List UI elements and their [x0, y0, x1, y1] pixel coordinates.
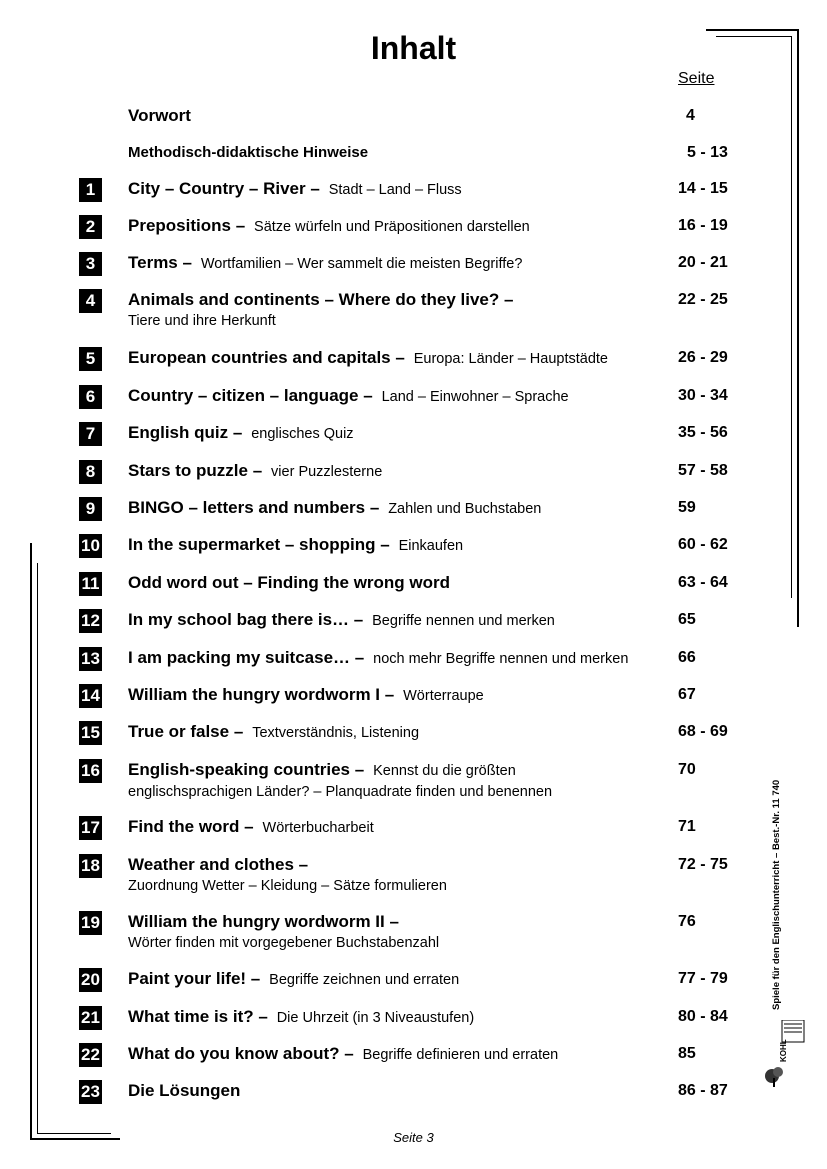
chapter-number-badge: 12	[79, 609, 102, 633]
chapter-number-badge: 7	[79, 422, 102, 446]
frame-right-outer	[797, 29, 799, 627]
entry-subtitle: Begriffe nennen und merken	[372, 613, 555, 629]
chapter-number-badge: 4	[79, 289, 102, 313]
entry-subtitle: englisches Quiz	[251, 426, 354, 442]
entry-pages: 63 - 64	[678, 574, 728, 591]
chapter-number-badge: 19	[79, 911, 102, 935]
entry-pages: 68 - 69	[678, 723, 728, 740]
entry-dash: –	[350, 760, 365, 779]
entry-title: Country – citizen – language	[128, 386, 359, 405]
entry-title: What time is it?	[128, 1007, 254, 1026]
entry-pages: 26 - 29	[678, 349, 728, 366]
entry-title: English quiz	[128, 423, 229, 442]
side-publication-info: Spiele für den Englischunterricht – Best.-Nr. 11 740	[771, 779, 782, 1010]
chapter-number-badge: 17	[79, 816, 102, 840]
chapter-number-badge: 5	[79, 347, 102, 371]
entry-dash: –	[247, 461, 263, 480]
entry-pages: 70	[678, 761, 696, 778]
entry-pages: 66	[678, 649, 696, 666]
entry-dash: –	[293, 855, 309, 874]
chapter-number-badge: 1	[79, 178, 102, 202]
chapter-number-badge: 8	[79, 460, 102, 484]
entry-subtitle: Wörterbucharbeit	[262, 820, 374, 836]
entry-pages: 85	[678, 1045, 696, 1062]
frame-left-inner	[37, 563, 38, 1134]
entry-dash: –	[229, 722, 244, 741]
chapter-number-badge: 6	[79, 385, 102, 409]
entry-title: I am packing my suitcase…	[128, 648, 351, 667]
entry-pages: 60 - 62	[678, 536, 728, 553]
entry-title: True or false	[128, 722, 230, 741]
entry-pages: 35 - 56	[678, 424, 728, 441]
entry-pages: 4	[686, 107, 695, 124]
entry-subtitle: Wortfamilien – Wer sammelt die meisten Begriffe?	[200, 256, 523, 272]
chapter-number-badge: 14	[79, 684, 102, 708]
entry-title: City – Country – River	[128, 179, 306, 198]
entry-pages: 59	[678, 499, 696, 516]
entry-title: In my school bag there is…	[128, 610, 350, 629]
entry-dash: –	[358, 386, 373, 405]
publisher-logo	[764, 1020, 806, 1088]
entry-pages: 22 - 25	[678, 291, 728, 308]
chapter-number-badge: 20	[79, 968, 102, 992]
entry-dash: –	[380, 685, 395, 704]
entry-dash: –	[499, 290, 514, 309]
page-column-header: Seite	[678, 70, 715, 87]
entry-subtitle-line2: englischsprachigen Länder? – Planquadrate finden und benennen	[128, 784, 553, 800]
entry-subtitle: vier Puzzlesterne	[271, 464, 383, 480]
entry-dash: –	[230, 216, 246, 235]
entry-subtitle: Begriffe zeichnen und erraten	[269, 972, 460, 988]
entry-dash: –	[350, 648, 365, 667]
entry-pages: 72 - 75	[678, 856, 728, 873]
entry-pages: 65	[678, 611, 696, 628]
chapter-number-badge: 2	[79, 215, 102, 239]
entry-subtitle: Einkaufen	[398, 538, 464, 554]
entry-title: William the hungry wordworm I	[128, 685, 381, 704]
entry-subtitle: Kennst du die größten	[373, 763, 516, 779]
entry-title: William the hungry wordworm II	[128, 912, 385, 931]
page-title: Inhalt	[370, 30, 457, 66]
logo-text: KOHL	[779, 1039, 788, 1062]
entry-pages: 67	[678, 686, 696, 703]
entry-pages: 30 - 34	[678, 387, 728, 404]
chapter-number-badge: 16	[79, 759, 102, 783]
entry-title: Stars to puzzle	[128, 461, 248, 480]
entry-subtitle: Begriffe definieren und erraten	[362, 1047, 559, 1063]
chapter-number-badge: 22	[79, 1043, 102, 1067]
entry-dash: –	[384, 912, 399, 931]
entry-dash: –	[339, 1044, 354, 1063]
chapter-number-badge: 13	[79, 647, 102, 671]
entry-subtitle-line2: Zuordnung Wetter – Kleidung – Sätze formulieren	[128, 878, 447, 894]
entry-title: Find the word	[128, 817, 240, 836]
chapter-number-badge: 15	[79, 721, 102, 745]
entry-pages: 57 - 58	[678, 462, 728, 479]
entry-dash: –	[246, 969, 261, 988]
entry-subtitle: Die Uhrzeit (in 3 Niveaustufen)	[276, 1010, 475, 1026]
entry-title: European countries and capitals	[128, 348, 391, 367]
chapter-number-badge: 10	[79, 534, 102, 558]
chapter-number-badge: 21	[79, 1006, 102, 1030]
entry-pages: 76	[678, 913, 696, 930]
chapter-number-badge: 3	[79, 252, 102, 276]
entry-pages: 20 - 21	[678, 254, 728, 271]
entry-subtitle-line2: Tiere und ihre Herkunft	[128, 313, 276, 329]
entry-subtitle: Textverständnis, Listening	[252, 725, 420, 741]
entry-subtitle-line2: Wörter finden mit vorgegebener Buchstabenzahl	[128, 935, 440, 951]
chapter-number-badge: 9	[79, 497, 102, 521]
entry-subtitle: Stadt – Land – Fluss	[328, 182, 462, 198]
chapter-number-badge: 23	[79, 1080, 102, 1104]
entry-title: English-speaking countries	[128, 760, 350, 779]
entry-title: Animals and continents – Where do they live?	[128, 290, 500, 309]
entry-title: Prepositions	[128, 216, 231, 235]
entry-pages: 14 - 15	[678, 180, 728, 197]
entry-pages: 16 - 19	[678, 217, 728, 234]
entry-subtitle: noch mehr Begriffe nennen und merken	[373, 651, 629, 667]
entry-dash: –	[177, 253, 192, 272]
entry-title: Weather and clothes	[128, 855, 294, 874]
entry-pages: 80 - 84	[678, 1008, 728, 1025]
entry-title: Vorwort	[128, 106, 191, 125]
entry-dash: –	[253, 1007, 268, 1026]
frame-left-outer	[30, 543, 32, 1140]
entry-subtitle: Wörterraupe	[403, 688, 484, 704]
page-footer: Seite 3	[393, 1130, 434, 1145]
entry-pages: 77 - 79	[678, 970, 728, 987]
chapter-number-badge: 11	[79, 572, 102, 596]
chapter-number-badge: 18	[79, 854, 102, 878]
frame-right-inner	[791, 36, 792, 598]
entry-title: Die Lösungen	[128, 1081, 241, 1100]
entry-title: What do you know about?	[128, 1044, 340, 1063]
entry-subtitle: Europa: Länder – Hauptstädte	[413, 351, 608, 367]
entry-title: Methodisch-didaktische Hinweise	[128, 144, 369, 161]
entry-subtitle: Land – Einwohner – Sprache	[381, 389, 569, 405]
entry-title: Terms	[128, 253, 178, 272]
entry-dash: –	[305, 179, 320, 198]
entry-title: In the supermarket – shopping	[128, 535, 376, 554]
entry-title: Odd word out – Finding the wrong word	[128, 573, 451, 592]
entry-title: Paint your life!	[128, 969, 247, 988]
entry-dash: –	[375, 535, 390, 554]
entry-dash: –	[349, 610, 364, 629]
entry-subtitle: Zahlen und Buchstaben	[388, 501, 542, 517]
entry-dash: –	[390, 348, 405, 367]
entry-pages: 5 - 13	[687, 144, 728, 161]
entry-subtitle: Sätze würfeln und Präpositionen darstellen	[254, 219, 530, 235]
entry-dash: –	[239, 817, 254, 836]
entry-dash: –	[228, 423, 243, 442]
entry-pages: 71	[678, 818, 696, 835]
entry-pages: 86 - 87	[678, 1082, 728, 1099]
entry-title: BINGO – letters and numbers	[128, 498, 366, 517]
entry-dash: –	[365, 498, 380, 517]
